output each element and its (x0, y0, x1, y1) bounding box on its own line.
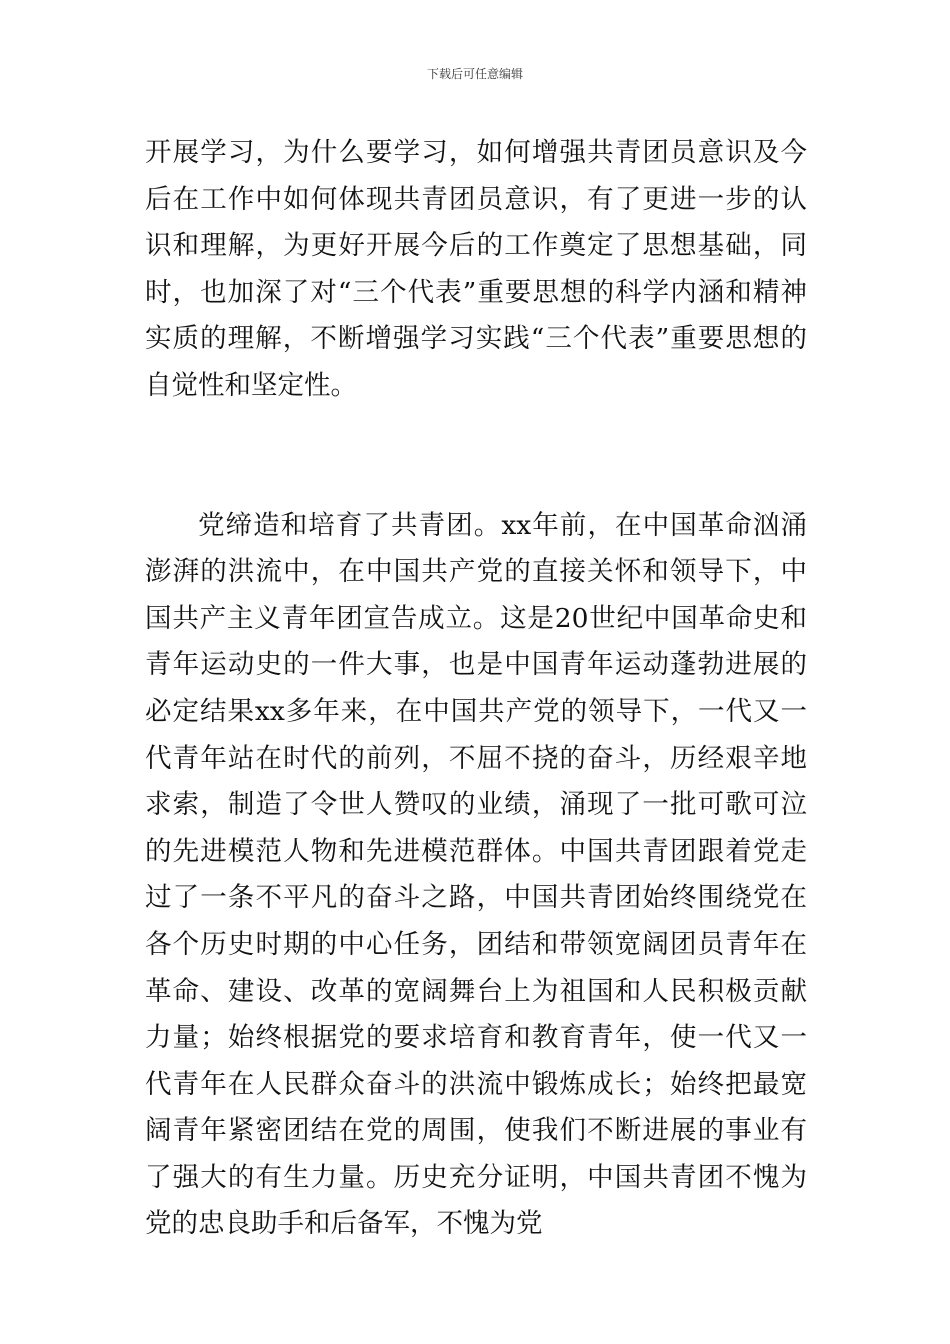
page-header: 下载后可任意编辑 (426, 67, 523, 81)
document-body (145, 130, 807, 1248)
paragraph-1: 开展学习，为什么要学习，如何增强共青团员意识及今后在工作中如何体现共青团员意识，有了更进一步的认识和理解，为更好开展今后的工作奠定了思想基础，同时，也加深了对“三个代表”重要思想的科学内涵和精神实质的理解，不断增强学习实践“三个代表”重要思想的自觉性和坚定性。 (145, 137, 807, 401)
paragraph-2: 党缔造和培育了共青团。xx年前，在中国革命汹涌澎湃的洪流中，在中国共产党的直接关怀和领导下，中国共产主义青年团宣告成立。这是20世纪中国革命史和青年运动史的一件大事，也是中国青年运动蓬勃进展的必定结果xx多年来，在中国共产党的领导下，一代又一代青年站在时代的前列，不屈不挠的奋斗，历经艰辛地求索，制造了令世人赞叹的业绩，涌现了一批可歌可泣的先进模范人物和先进模范群体。中国共青团跟着党走过了一条不平凡的奋斗之路，中国共青团始终围绕党在各个历史时期的中心任务，团结和带领宽阔团员青年在革命、建设、改革的宽阔舞台上为祖国和人民积极贡献力量；始终根据党的要求培育和教育青年，使一代又一代青年在人民群众奋斗的洪流中锻炼成长；始终把最宽阔青年紧密团结在党的周围，使我们不断进展的事业有了强大的有生力量。历史充分证明，中国共青团不愧为党的忠良助手和后备军，不愧为党 (145, 509, 807, 1240)
paragraph-gap (145, 410, 807, 503)
